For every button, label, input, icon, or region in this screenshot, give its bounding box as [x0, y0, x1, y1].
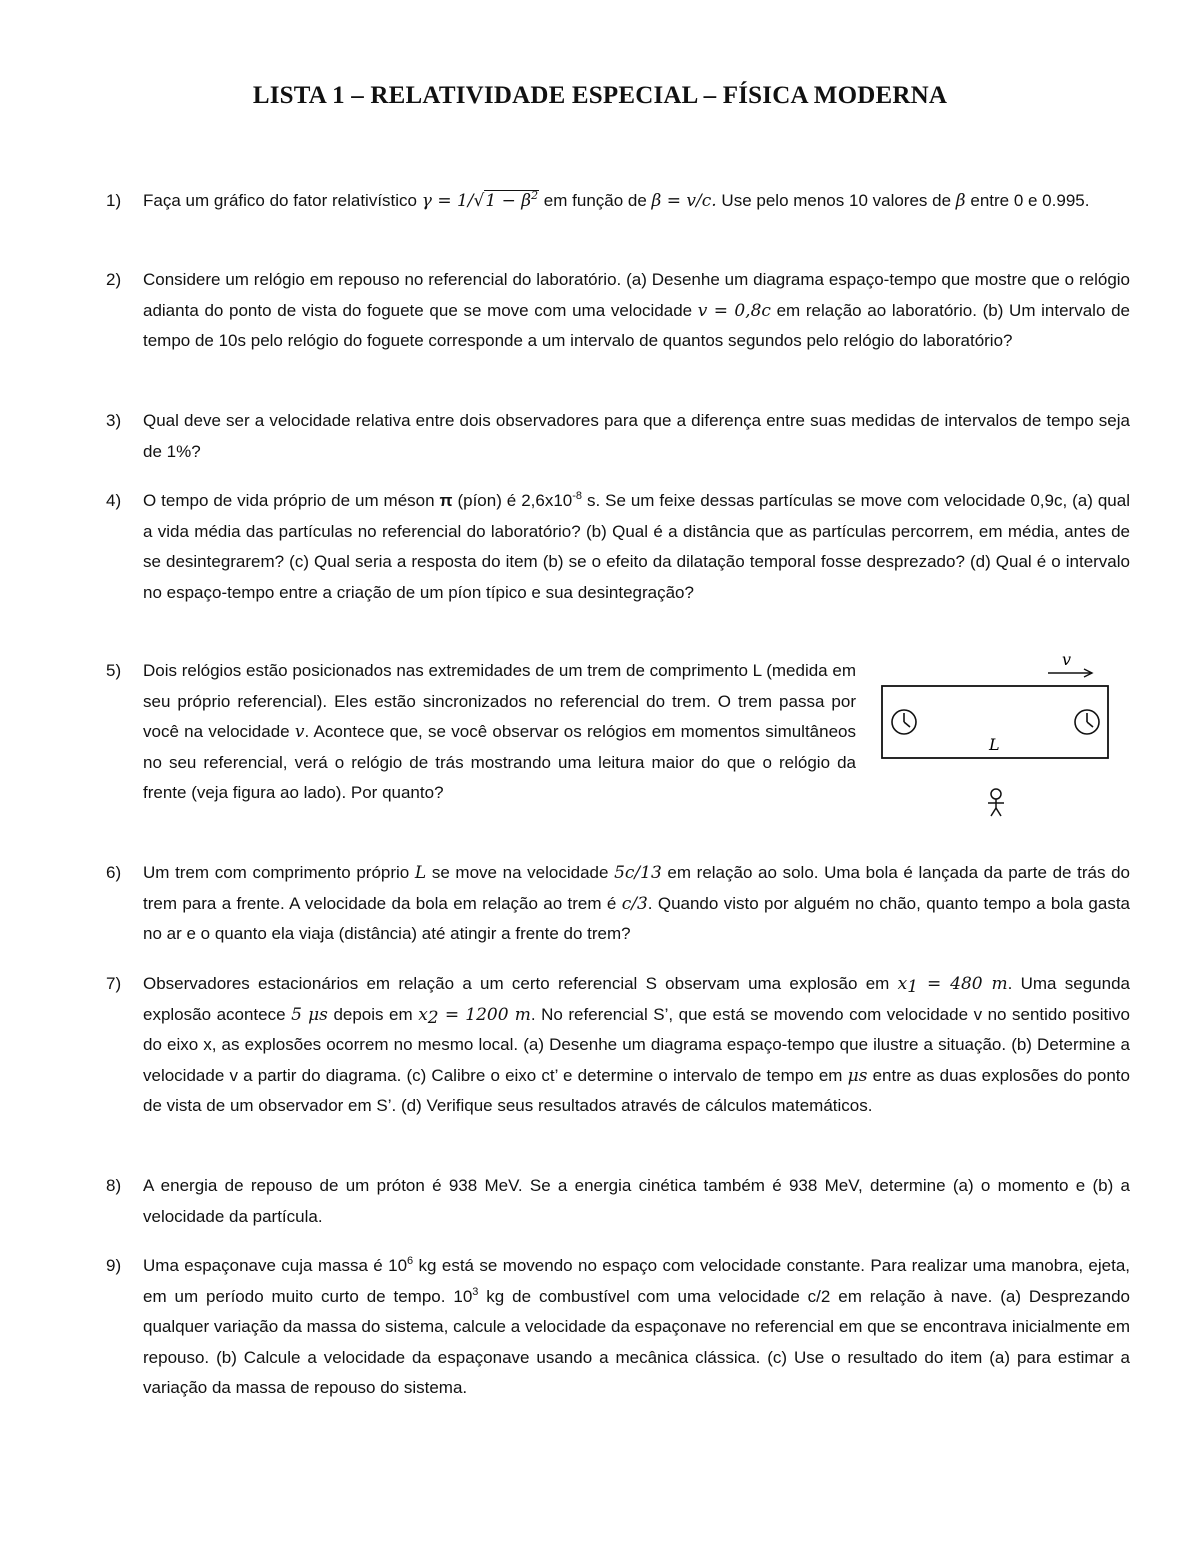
beta-definition: β = v/c. [651, 191, 717, 211]
length-symbol: L [414, 863, 427, 883]
question-8 [106, 1171, 1130, 1232]
page-title: LISTA 1 – RELATIVIDADE ESPECIAL – FÍSICA MODERNA [252, 82, 948, 109]
velocity-arrow [1048, 669, 1092, 677]
question-number: 7) [106, 974, 122, 993]
question-number: 4) [106, 491, 122, 510]
observer-icon [988, 789, 1004, 816]
velocity-symbol: v [294, 722, 305, 742]
question-text: Observadores estacionários em relação a um certo referencial S observam uma explosão em $x_1 = 480$ m. Uma segunda explosão acontece 5 μs depois em $x_2 = 1200$ m. No referencial S’, que está se movendo com velocidade v no sentido positivo do eixo x, as explosões ocorrem no mesmo local. (a) Desenhe um diagrama espaço-tempo que ilustre a situação. (b) Determine a velocidade v a partir do diagrama. (c) Calibre o eixo ct’ e determine o intervalo de tempo em μs entre as duas explosões do ponto de vista de um observador em S’. (d) Verifique seus resultados através de cálculos matemáticos. [143, 974, 1131, 1115]
question-number: 6) [106, 863, 122, 882]
question-4 [106, 486, 1130, 608]
velocity-label: v [1062, 650, 1072, 669]
front-clock-icon [1075, 710, 1099, 734]
ball-velocity: c/3 [621, 893, 648, 914]
x1-position: $x_1 = 480$ m [897, 974, 1008, 997]
question-5 [106, 656, 856, 809]
beta-symbol: β [955, 191, 966, 211]
question-3 [106, 406, 1130, 467]
train-figure [870, 645, 1120, 825]
train-velocity: 5c/13 [614, 863, 662, 883]
length-label: L [989, 735, 1000, 754]
question-text: Faça um gráfico do fator relativístico $\gamma = 1/√1 - \beta^2$ em função de β = v/c. Use pelo menos 10 valores de β entre 0 e 0.995. [143, 189, 1090, 211]
microsecond-unit: μs [847, 1065, 868, 1086]
question-2 [106, 265, 1130, 357]
question-number: 9) [106, 1256, 122, 1275]
question-text: A energia de repouso de um próton é 938 MeV. Se a energia cinética também é 938 MeV, determine (a) o momento e (b) a velocidade da partícula. [143, 1176, 1130, 1226]
question-text: Qual deve ser a velocidade relativa entre dois observadores para que a diferença entre suas medidas de intervalos de tempo seja de 1%? [143, 411, 1130, 461]
question-1 [106, 186, 1130, 217]
velocity-equation: v = 0,8c [697, 300, 771, 321]
x2-position: $x_2 = 1200$ m [418, 1004, 531, 1028]
question-7 [106, 969, 1130, 1122]
rear-clock-icon [892, 710, 916, 734]
question-9 [106, 1251, 1130, 1404]
question-number: 5) [106, 661, 122, 680]
pi-symbol: π [439, 491, 453, 510]
gamma-formula: $\gamma = 1/√1 - \beta^2$ [421, 189, 539, 211]
question-number: 1) [106, 191, 122, 210]
question-number: 8) [106, 1176, 122, 1195]
question-number: 2) [106, 270, 122, 289]
question-text: Considere um relógio em repouso no referencial do laboratório. (a) Desenhe um diagrama espaço-tempo que mostre que o relógio adianta do ponto de vista do foguete que se move com uma velocidade v = 0,8c em relação ao laboratório. (b) Um intervalo de tempo de 10s pelo relógio do foguete corresponde a um intervalo de quantos segundos pelo relógio do laboratório? [143, 270, 1130, 350]
question-text: Um trem com comprimento próprio L se move na velocidade 5c/13 em relação ao solo. Uma bola é lançada da parte de trás do trem para a frente. A velocidade da bola em relação ao trem é c/3. Quando visto por alguém no chão, quanto tempo a bola gasta no ar e o quanto ela viaja (distância) até atingir a frente do trem? [143, 863, 1131, 943]
question-text: Uma espaçonave cuja massa é $10^6$ kg está se movendo no espaço com velocidade constante. Para realizar uma manobra, ejeta, em um período muito curto de tempo. $10^3$ kg de combustível com uma velocidade c/2 em relação à nave. (a) Desprezando qualquer variação da massa do sistema, calcule a velocidade da espaçonave no referencial em que se encontrava inicialmente em repouso. (b) Calcule a velocidade da espaçonave usando a mecânica clássica. (c) Use o resultado do item (a) para estimar a variação da massa de repouso do sistema. [143, 1255, 1130, 1397]
question-number: 3) [106, 411, 122, 430]
question-6 [106, 858, 1130, 950]
question-text: Dois relógios estão posicionados nas extremidades de um trem de comprimento L (medida em seu próprio referencial). Eles estão sincronizados no referencial do trem. O trem passa por você na velocidade v. Acontece que, se você observar os relógios em momentos simultâneos no seu referencial, verá o relógio de trás mostrando uma leitura maior do que o relógio da frente (veja figura ao lado). Por quanto? [143, 661, 857, 802]
time-interval: 5 μs [291, 1004, 328, 1025]
question-text: O tempo de vida próprio de um méson π (píon) é $2,6x10^{-8}$ s. Se um feixe dessas partículas se move com velocidade 0,9c, (a) qual a vida média das partículas no referencial do laboratório? (b) Qual é a distância que as partículas percorrem, em média, antes de se desintegrarem? (c) Qual seria a resposta do item (b) se o efeito da dilatação temporal fosse desprezado? (d) Qual é o intervalo no espaço-tempo entre a criação de um píon típico e sua desintegração? [143, 490, 1130, 602]
